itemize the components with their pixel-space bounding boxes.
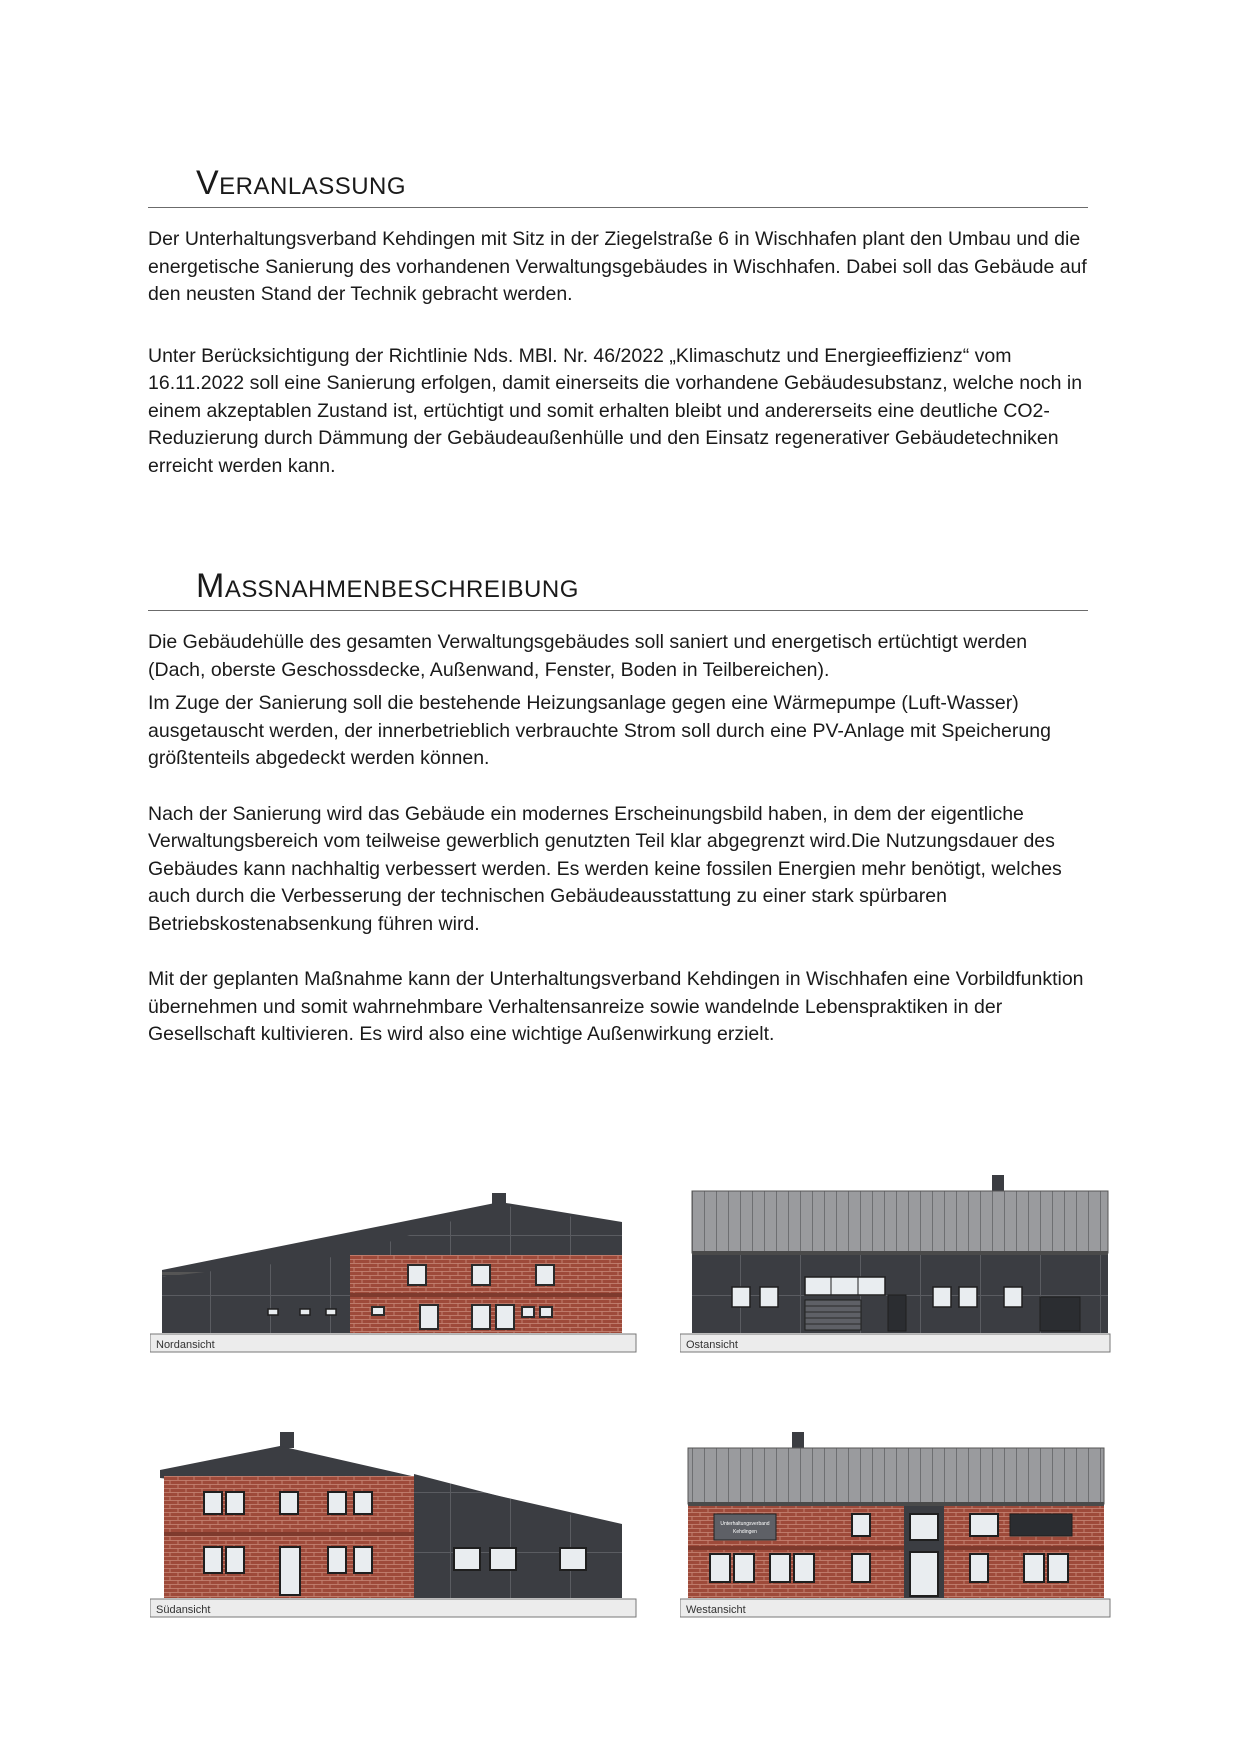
south-elevation-drawing <box>150 1432 640 1624</box>
paragraph: Die Gebäudehülle des gesamten Verwaltungsgebäudes soll saniert und energetisch ertüchtigt werden (Dach, oberste Geschossdecke, Außenwand, Fenster, Boden in Teilbereichen). <box>148 631 1028 681</box>
north-elevation-drawing <box>150 1175 640 1357</box>
elevation-north-figure <box>150 1175 640 1357</box>
section-veranlassung <box>148 163 1088 480</box>
paragraph: Mit der geplanten Maßnahme kann der Unterhaltungsverband Kehdingen in Wischhafen eine Vorbildfunktion übernehmen und somit wahrnehmbare Verhaltensanreize sowie wandelnde Lebenspraktiken in der Gesellschaft kultivieren. Es wird also eine wichtige Außenwirkung erzielt. <box>148 968 1084 1045</box>
east-elevation-drawing <box>680 1175 1114 1357</box>
paragraph: Nach der Sanierung wird das Gebäude ein modernes Erscheinungsbild haben, in dem der eigentliche Verwaltungsbereich vom teilweise gewerblich genutzten Teil klar abgegrenzt wird.Die Nutzungsdauer des Gebäudes kann nachhaltig verbessert werden. Es werden keine fossilen Energien mehr benötigt, welches auch durch die Verbesserung der technischen Gebäudeausstattung zu einer stark spürbaren Betriebskostenabsenkung führen wird. <box>148 802 1062 935</box>
paragraph: Im Zuge der Sanierung soll die bestehende Heizungsanlage gegen eine Wärmepumpe (Luft-Wasser) ausgetauscht werden, der innerbetrieblich verbrauchte Strom soll durch eine PV-Anlage mit Speicherung größtenteils abgedeckt werden können. <box>148 692 1051 769</box>
elevation-east-figure <box>680 1175 1114 1357</box>
section-massnahmenbeschreibung <box>148 566 1088 1049</box>
building-sign-line: Kehdingen <box>733 1529 757 1535</box>
elevation-south-figure <box>150 1432 640 1624</box>
west-elevation-drawing <box>680 1432 1114 1624</box>
elevation-west-figure <box>680 1432 1114 1624</box>
figure-caption: Ostansicht <box>686 1339 738 1351</box>
figure-caption: Südansicht <box>156 1604 211 1616</box>
heading-divider <box>148 610 1088 611</box>
figure-caption: Westansicht <box>686 1604 746 1616</box>
building-sign-line: Unterhaltungsverband <box>720 1521 770 1527</box>
paragraph: Unter Berücksichtigung der Richtlinie Nds. MBl. Nr. 46/2022 „Klimaschutz und Energieeffizienz“ vom 16.11.2022 soll eine Sanierung erfolgen, damit einerseits die vorhandene Gebäudesubstanz, welche noch in einem akzeptablen Zustand ist, ertüchtigt und somit erhalten bleibt und andererseits eine deutliche CO2-Reduzierung durch Dämmung der Gebäudeaußenhülle und den Einsatz regenerativer Gebäudetechniken erreicht werden kann. <box>148 344 1083 477</box>
section-heading: Veranlassung <box>196 164 407 202</box>
section-heading: Maßnahmenbeschreibung <box>196 567 579 605</box>
figure-caption: Nordansicht <box>156 1339 215 1351</box>
heading-divider <box>148 207 1088 208</box>
paragraph: Der Unterhaltungsverband Kehdingen mit Sitz in der Ziegelstraße 6 in Wischhafen plant den Umbau und die energetische Sanierung des vorhandenen Verwaltungsgebäudes in Wischhafen. Dabei soll das Gebäude auf den neusten Stand der Technik gebracht werden. <box>148 228 1087 305</box>
